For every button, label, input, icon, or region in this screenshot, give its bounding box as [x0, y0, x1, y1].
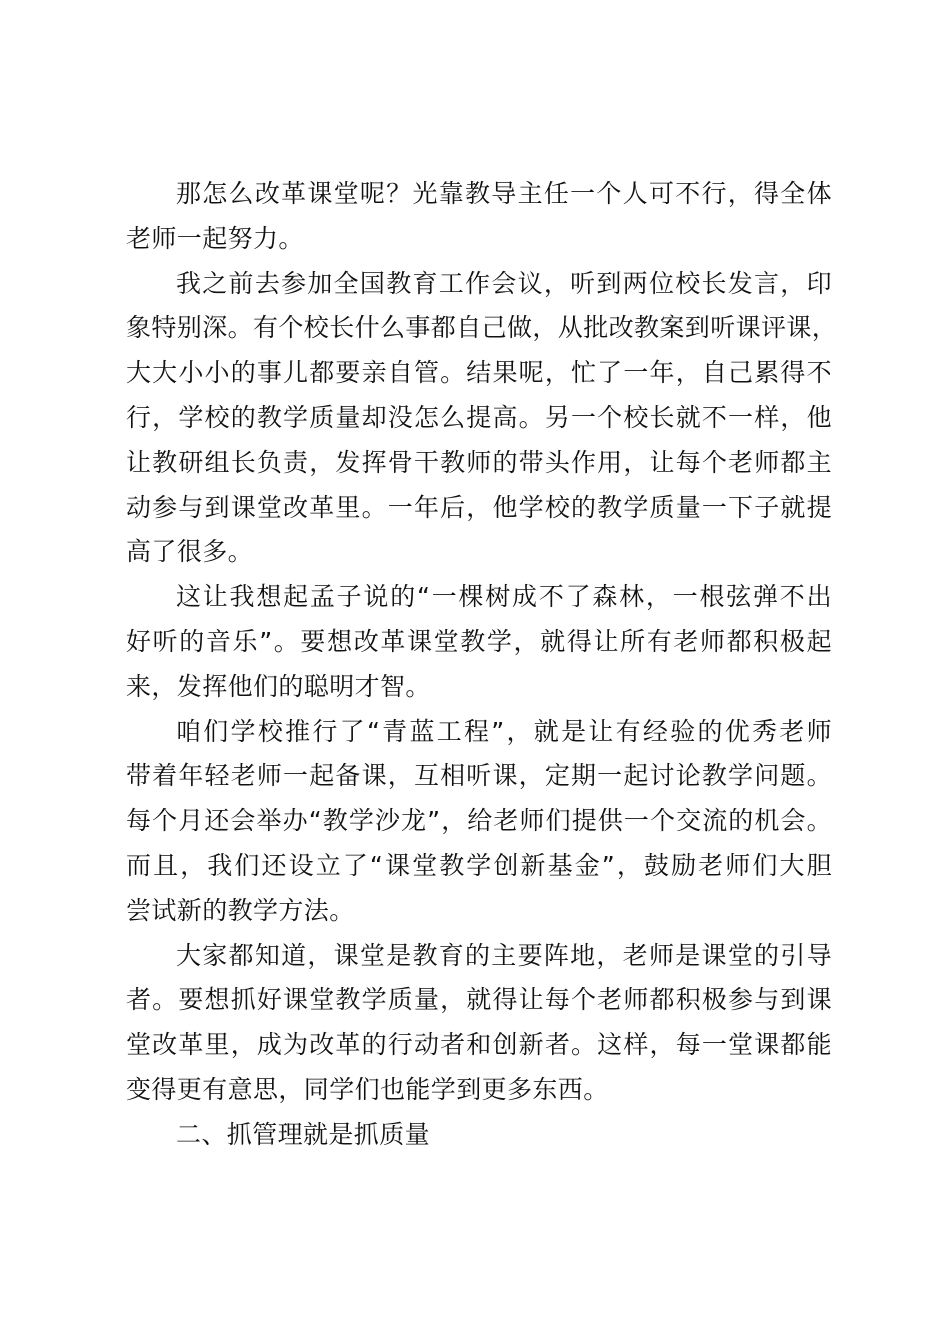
paragraph	[126, 710, 832, 934]
text-line: 象特别深。有个校长什么事都自己做，从批改教案到听课评课，	[126, 313, 838, 343]
text-line: 大大小小的事儿都要亲自管。结果呢，忙了一年，自己累得不	[126, 358, 832, 388]
text-line: 每个月还会举办“教学沙龙”，给老师们提供一个交流的机会。	[126, 806, 832, 836]
document-body	[126, 172, 838, 1158]
text-line: 尝试新的教学方法。	[126, 895, 355, 925]
section-heading-text: 二、抓管理就是抓质量	[176, 1119, 431, 1149]
text-line: 带着年轻老师一起备课，互相听课，定期一起讨论教学问题。	[126, 761, 832, 791]
text-line: 这让我想起孟子说的“一棵树成不了森林，一根弦弹不出	[176, 582, 832, 612]
text-line: 行，学校的教学质量却没怎么提高。另一个校长就不一样，他	[126, 402, 832, 432]
text-line: 变得更有意思，同学们也能学到更多东西。	[126, 1074, 609, 1104]
text-line: 咱们学校推行了“青蓝工程”，就是让有经验的优秀老师	[176, 716, 832, 746]
paragraph	[126, 172, 832, 262]
text-line: 来，发挥他们的聪明才智。	[126, 671, 431, 701]
text-line: 让教研组长负责，发挥骨干教师的带头作用，让每个老师都主	[126, 447, 832, 477]
text-line: 大家都知道，课堂是教育的主要阵地，老师是课堂的引导	[176, 940, 832, 970]
paragraph	[126, 262, 838, 576]
section-heading	[126, 1113, 832, 1158]
text-line: 堂改革里，成为改革的行动者和创新者。这样，每一堂课都能	[126, 1030, 832, 1060]
paragraph	[126, 934, 832, 1113]
paragraph	[126, 575, 832, 709]
text-line: 而且，我们还设立了“课堂教学创新基金”，鼓励老师们大胆	[126, 850, 832, 880]
text-line: 那怎么改革课堂呢？光靠教导主任一个人可不行，得全体	[176, 179, 832, 208]
text-line: 动参与到课堂改革里。一年后，他学校的教学质量一下子就提	[126, 492, 832, 522]
text-line: 高了很多。	[126, 537, 254, 567]
text-line: 者。要想抓好课堂教学质量，就得让每个老师都积极参与到课	[126, 985, 832, 1015]
text-line: 老师一起努力。	[126, 223, 304, 253]
text-line: 我之前去参加全国教育工作会议，听到两位校长发言，印	[176, 268, 832, 298]
text-line: 好听的音乐”。要想改革课堂教学，就得让所有老师都积极起	[126, 626, 832, 656]
